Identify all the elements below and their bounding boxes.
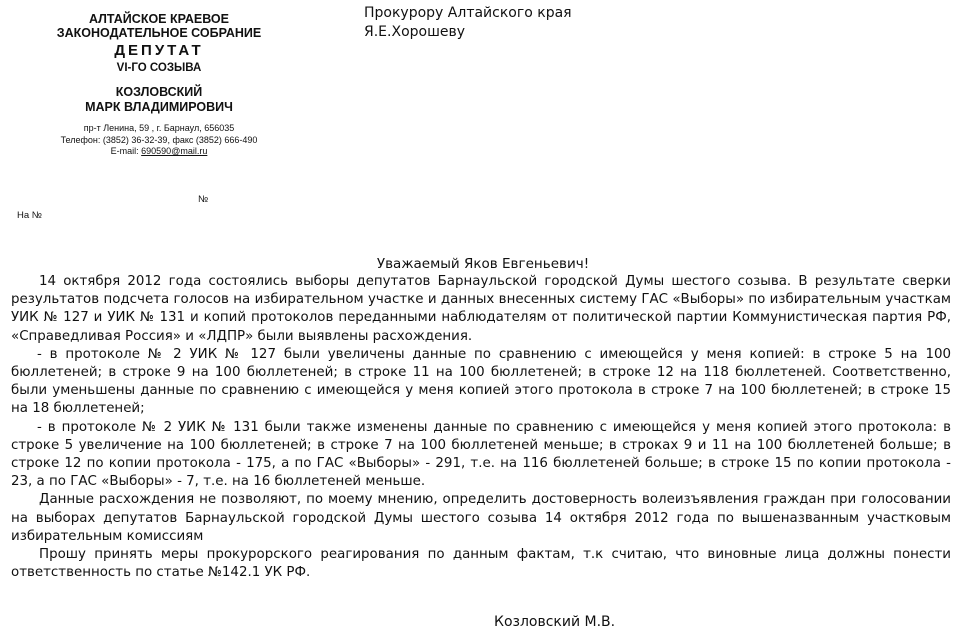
salutation: Уважаемый Яков Евгеньевич!	[376, 256, 590, 272]
addressee-name: Я.Е.Хорошеву	[364, 24, 466, 40]
email-link[interactable]: 690590@mail.ru	[141, 146, 208, 156]
outgoing-number-label: №	[198, 194, 209, 205]
paragraph-request: Прошу принять меры прокурорского реагирования по данным фактам, т.к считаю, что виновные лица должны понести ответственность по статье №142.1 УК РФ.	[11, 547, 951, 581]
addressee	[364, 4, 572, 42]
deputy-surname: КОЗЛОВСКИЙ	[115, 85, 203, 99]
paragraph-uik-127: - в протоколе № 2 УИК № 127 были увеличены данные по сравнению с имеющейся у меня копией: в строке 5 на 100 бюллетеней; в строке 9 на 100 бюллетеней; в строке 11 на 100 бюллетеней; в строке 12 на 118 бюллетеней. Соответственно, были уменьшены данные по сравнению с имеющейся у меня копией этого протокола в строке 7 на 100 бюллетеней; в строке 15 на 18 бюллетеней;	[11, 346, 951, 417]
address: пр-т Ленина, 59 , г. Барнаул, 656035	[83, 123, 235, 133]
org-name-line1: АЛТАЙСКОЕ КРАЕВОЕ	[88, 12, 229, 26]
paragraph-intro: 14 октября 2012 года состоялись выборы депутатов Барнаульской городской Думы шестого созыва. В результате сверки результатов подсчета голосов на избирательном участке и данных внесенных систему ГАС «Выборы» по избирательным участкам УИК № 127 и УИК № 131 и копий протоколов переданными наблюдателям от политической партии Коммунистическая партия РФ, «Справедливая Россия» и «ЛДПР» были выявлены расхождения.	[11, 274, 951, 344]
deputy-full-name: МАРК ВЛАДИМИРОВИЧ	[85, 100, 233, 114]
deputy-title: ДЕПУТАТ	[114, 42, 204, 59]
letterhead	[28, 12, 290, 205]
email-label: E-mail:	[110, 146, 142, 156]
reference-number-label: На №	[17, 210, 42, 221]
letter-body	[11, 273, 951, 582]
org-name-line2: ЗАКОНОДАТЕЛЬНОЕ СОБРАНИЕ	[56, 26, 262, 40]
paragraph-conclusion: Данные расхождения не позволяют, по моему мнению, определить достоверность волеизъявления граждан при голосовании на выборах депутатов Барнаульской городской Думы шестого созыва 14 октября 2012 года по вышеназванным участковым избирательным комиссиям	[11, 492, 951, 544]
phone-fax: Телефон: (3852) 36-32-39, факс (3852) 666-490	[60, 134, 258, 145]
convocation: VI-ГО СОЗЫВА	[116, 62, 202, 74]
addressee-position: Прокурору Алтайского края	[364, 5, 572, 21]
paragraph-uik-131: - в протоколе № 2 УИК № 131 были также изменены данные по сравнению с имеющейся у меня копией этого протокола: в строке 5 увеличение на 100 бюллетеней; в строке 7 на 100 бюллетеней меньше; в строках 9 и 11 на 100 бюллетеней больше; в строке 12 по копии протокола - 175, а по ГАС «Выборы» - 291, т.е. на 116 бюллетеней больше; в строке 15 по копии протокола - 23, а по ГАС «Выборы» - 7, т.е. на 16 бюллетеней меньше.	[11, 419, 951, 490]
signature: Козловский М.В.	[494, 614, 616, 630]
email-line	[28, 146, 290, 158]
